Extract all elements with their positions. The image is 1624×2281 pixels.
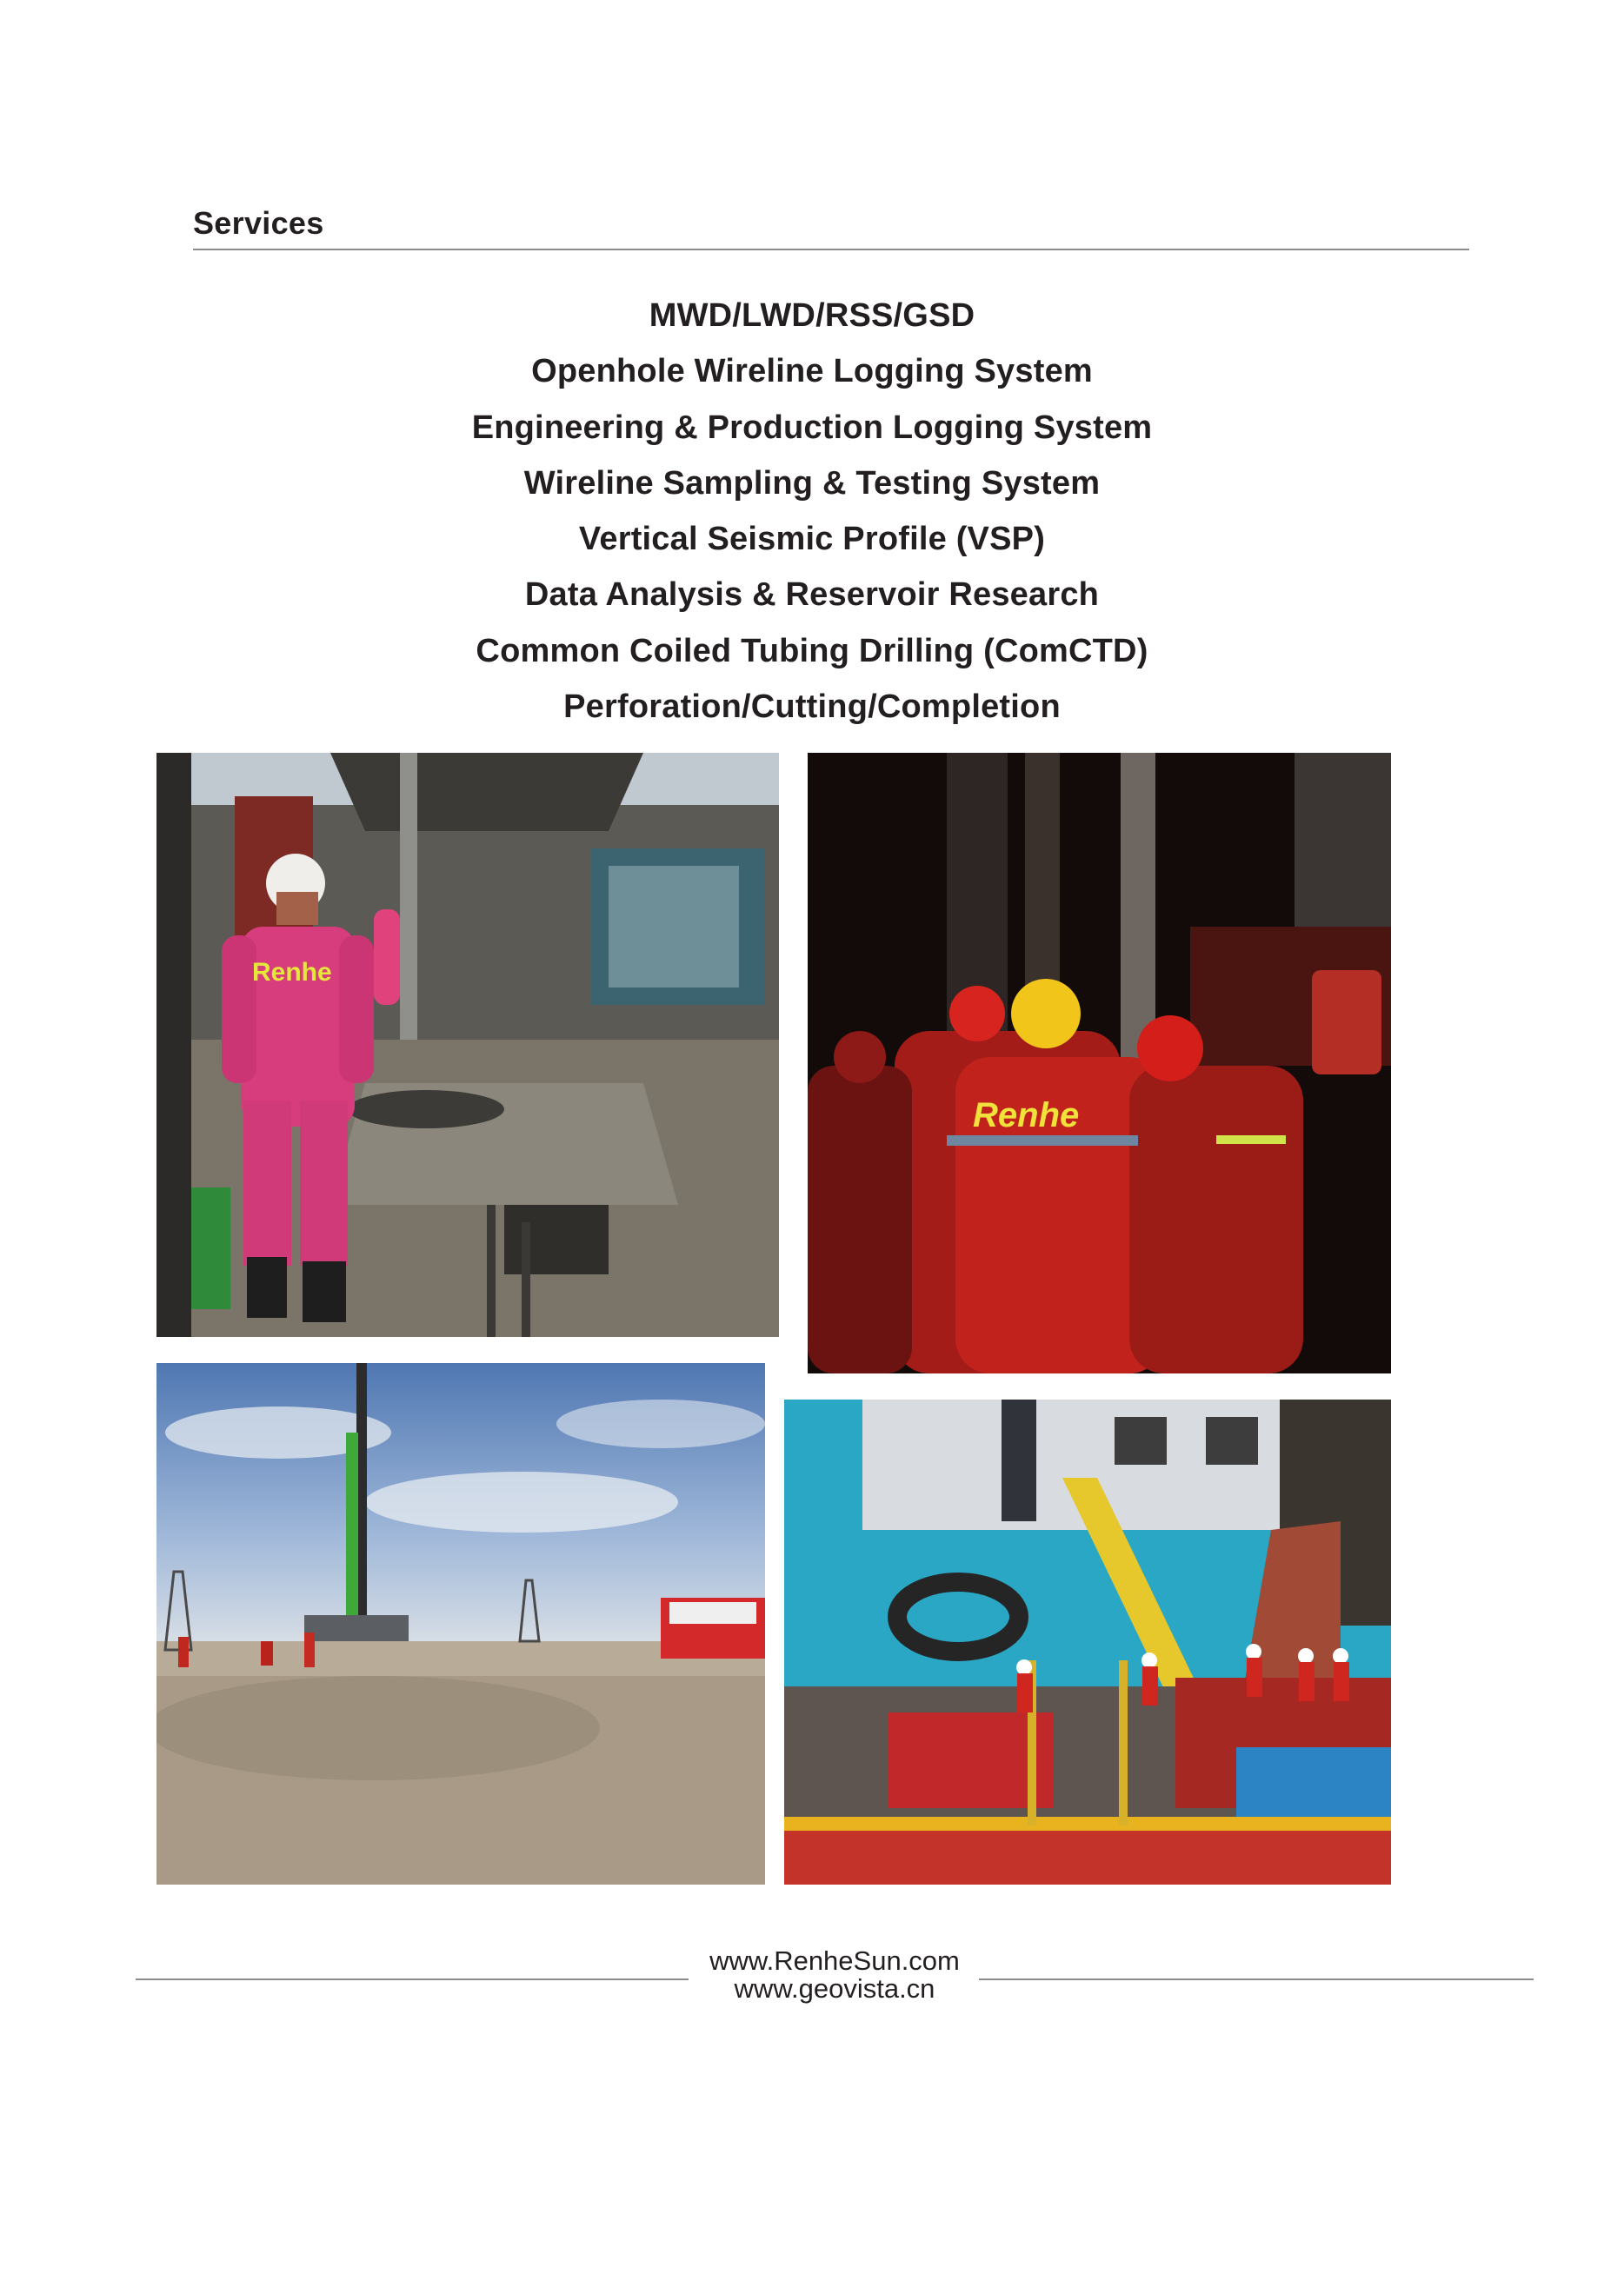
section-title: Services (193, 205, 324, 241)
photo-offshore-platform (784, 1400, 1391, 1885)
title-divider (193, 249, 1469, 250)
renhe-logo: Renhe (252, 958, 332, 987)
service-item: Perforation/Cutting/Completion (563, 688, 1061, 726)
service-item: Data Analysis & Reservoir Research (524, 576, 1100, 614)
footer-website-secondary: www.geovista.cn (734, 1973, 935, 2004)
renhe-logo: Renhe (973, 1096, 1080, 1134)
service-item: MWD/LWD/RSS/GSD (649, 297, 975, 334)
services-list (0, 288, 1624, 735)
service-item: Common Coiled Tubing Drilling (ComCTD) (476, 632, 1148, 669)
service-item: Wireline Sampling & Testing System (523, 464, 1101, 502)
service-item: Openhole Wireline Logging System (531, 353, 1093, 390)
photo-crew-red (808, 753, 1391, 1373)
footer-website-primary: www.RenheSun.com (709, 1945, 960, 1976)
service-item: Engineering & Production Logging System (471, 409, 1153, 446)
photo-desert-field (156, 1363, 765, 1885)
service-item: Vertical Seismic Profile (VSP) (578, 521, 1046, 558)
photo-rig-floor (156, 753, 779, 1337)
